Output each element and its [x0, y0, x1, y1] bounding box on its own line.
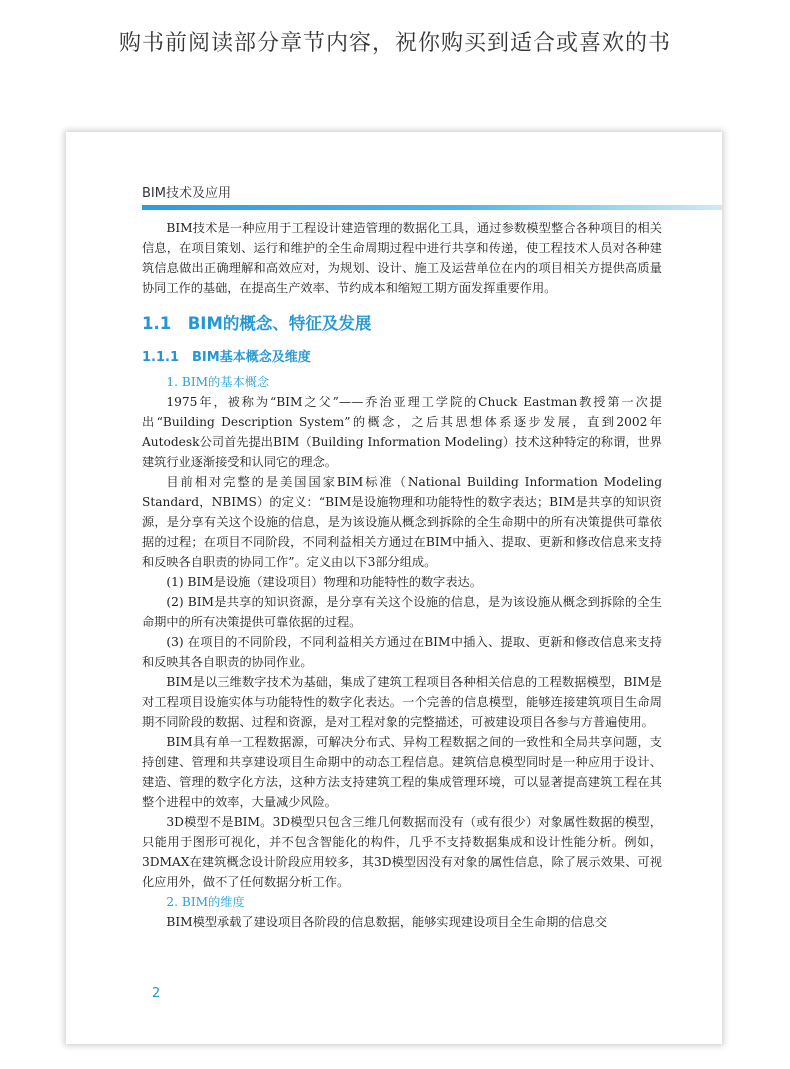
subheading-bim-dimensions: 2. BIM的维度 — [166, 895, 245, 909]
paragraph: 目前相对完整的是美国国家BIM标准（National Building Information Modeling Standard，NBIMS）的定义：“BIM是设施物理和功能特性的数字表达；BIM是共享的知识资源，是分享有关这个设施的信息，是为该设施从概念到拆除的全生命期中的所有决策提供可靠依据的过程；在项目不同阶段，不同利益相关方通过在BIM中插入、提取、更新和修改信息来支持和反映各自职责的协同工作”。定义由以下3部分组成。 — [142, 475, 662, 569]
header-rule — [142, 205, 722, 210]
paragraph: BIM模型承载了建设项目各阶段的信息数据，能够实现建设项目全生命期的信息交 — [166, 915, 608, 929]
paragraph: BIM是以三维数字技术为基础，集成了建筑工程项目各种相关信息的工程数据模型，BIM是对工程项目设施实体与功能特性的数字化表达。一个完善的信息模型，能够连接建筑项目生命周期不同阶段的数据、过程和资源，是对工程对象的完整描述，可被建设项目各参与方普遍使用。 — [142, 675, 662, 729]
banner-title: 购书前阅读部分章节内容，祝你购买到适合或喜欢的书 — [118, 31, 671, 56]
list-item: (2) BIM是共享的知识资源，是分享有关这个设施的信息，是为该设施从概念到拆除的全生命期中的所有决策提供可靠依据的过程。 — [142, 595, 662, 629]
page-content — [142, 218, 662, 932]
subheading-bim-concept: 1. BIM的基本概念 — [166, 375, 270, 389]
running-header — [142, 182, 722, 210]
section-heading-1-1: 1.1 BIM的概念、特征及发展 — [142, 314, 372, 333]
paragraph: 3D模型不是BIM。3D模型只包含三维几何数据而没有（或有很少）对象属性数据的模型，只能用于图形可视化，并不包含智能化的构件，几乎不支持数据集成和设计性能分析。例如，3DMAX在建筑概念设计阶段应用较多，其3D模型因没有对象的属性信息，除了展示效果、可视化应用外，做不了任何数据分析工作。 — [142, 815, 662, 889]
paragraph: BIM具有单一工程数据源，可解决分布式、异构工程数据之间的一致性和全局共享问题，支持创建、管理和共享建设项目生命期中的动态工程信息。建筑信息模型同时是一种应用于设计、建造、管理的数字化方法，这种方法支持建筑工程的集成管理环境，可以显著提高建筑工程在其整个进程中的效率，大量减少风险。 — [142, 735, 662, 809]
list-item: (1) BIM是设施（建设项目）物理和功能特性的数字表达。 — [166, 575, 482, 589]
intro-paragraph: BIM技术是一种应用于工程设计建造管理的数据化工具，通过参数模型整合各种项目的相关信息，在项目策划、运行和维护的全生命周期过程中进行共享和传递，使工程技术人员对各种建筑信息做出正确理解和高效应对，为规划、设计、施工及运营单位在内的项目相关方提供高质量协同工作的基础，在提高生产效率、节约成本和缩短工期方面发挥重要作用。 — [142, 221, 662, 295]
page-number: 2 — [152, 986, 161, 1001]
section-heading-1-1-1: 1.1.1 BIM基本概念及维度 — [142, 350, 311, 365]
paragraph: 1975年，被称为“BIM之父”——乔治亚理工学院的Chuck Eastman教授第一次提出“Building Description System”的概念，之后其思想体系逐步发展，直到2002年Autodesk公司首先提出BIM（Building Information Modeling）技术这种特定的称谓，世界建筑行业逐渐接受和认同它的理念。 — [142, 395, 662, 469]
top-banner — [0, 0, 790, 120]
list-item: (3) 在项目的不同阶段，不同利益相关方通过在BIM中插入、提取、更新和修改信息来支持和反映其各自职责的协同作业。 — [142, 635, 662, 669]
book-page — [66, 132, 722, 1044]
running-header-title: BIM技术及应用 — [142, 186, 231, 201]
